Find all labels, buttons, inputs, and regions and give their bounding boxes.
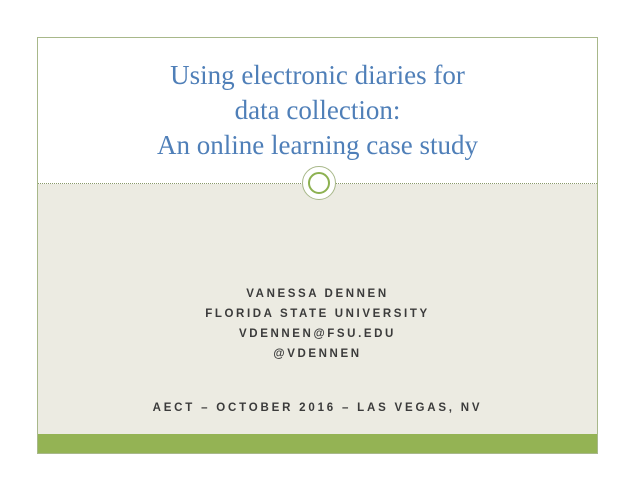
title-line-3: An online learning case study: [157, 130, 478, 160]
author-affiliation: FLORIDA STATE UNIVERSITY: [205, 308, 430, 320]
title-area: [38, 38, 597, 184]
title-line-1: Using electronic diaries for: [170, 60, 465, 90]
circle-ornament-inner: [308, 172, 330, 194]
slide-title: [38, 58, 597, 163]
event-info: AECT – OCTOBER 2016 – LAS VEGAS, NV: [152, 402, 483, 414]
circle-ornament-icon: [302, 166, 336, 200]
author-email: VDENNEN@FSU.EDU: [239, 328, 396, 340]
author-handle: @VDENNEN: [273, 348, 362, 360]
footer-bar: [38, 434, 597, 454]
title-line-2: data collection:: [234, 95, 401, 125]
author-block: [38, 284, 597, 364]
title-slide: [37, 37, 598, 454]
author-name: VANESSA DENNEN: [246, 288, 389, 300]
